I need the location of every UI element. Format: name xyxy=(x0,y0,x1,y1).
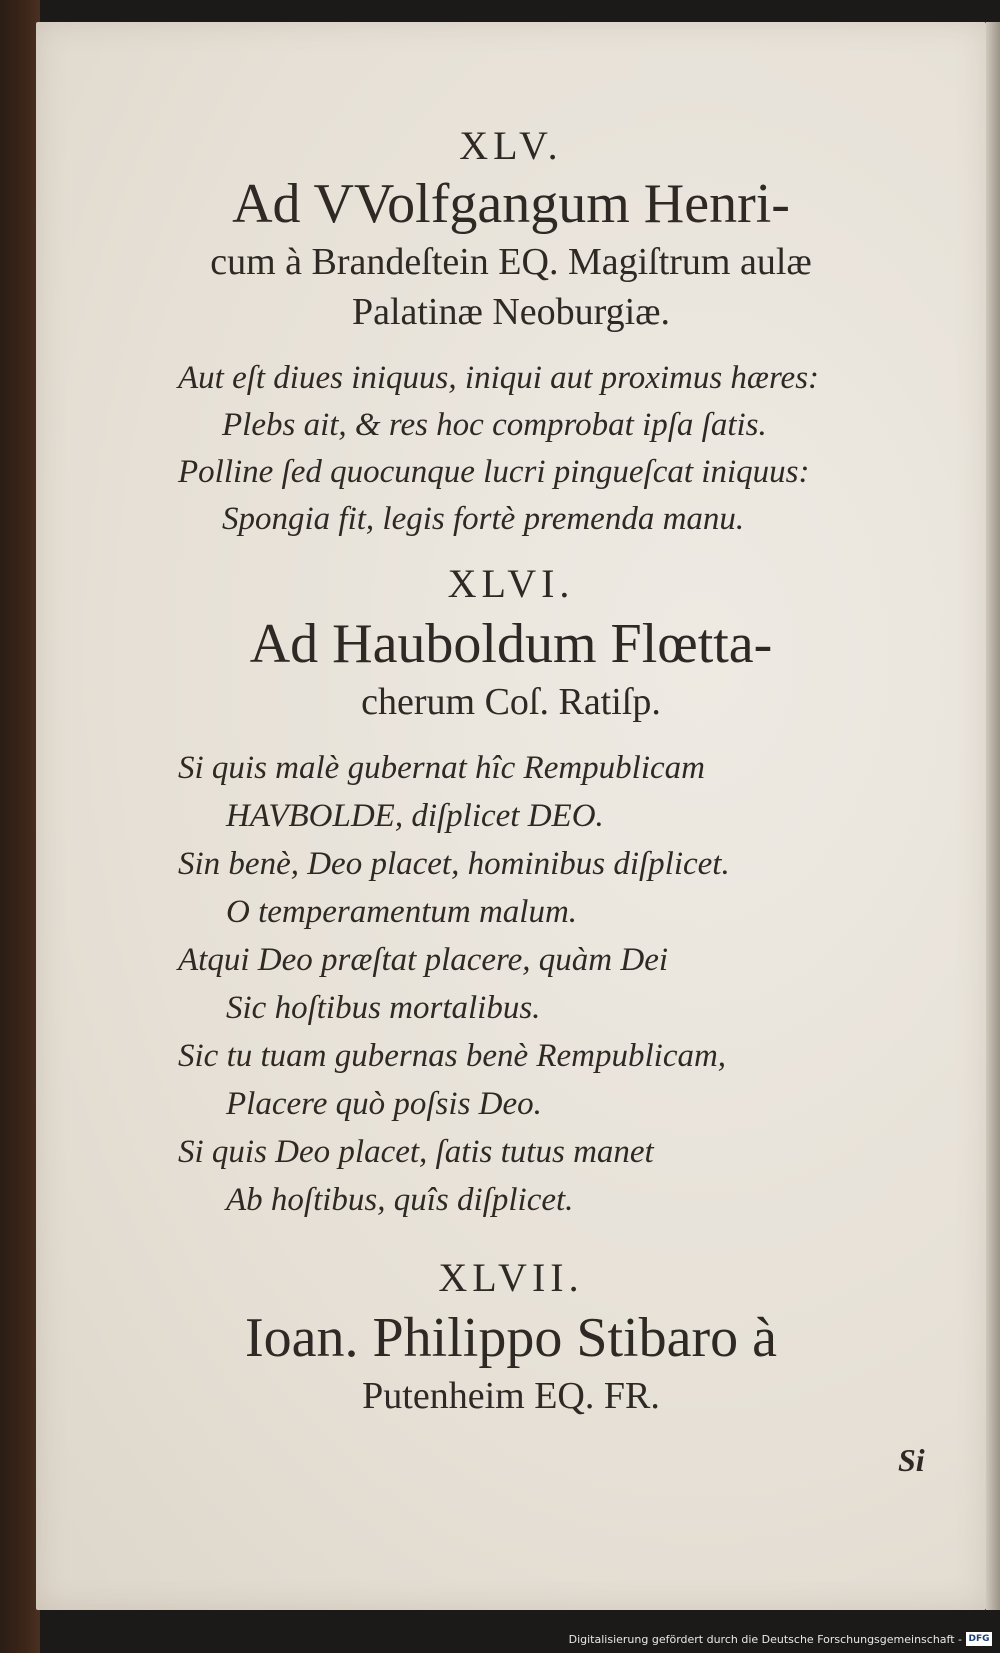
poem-number-46: XLVI. xyxy=(447,561,575,606)
verse-line: Polline ſed quocunque lucri pingueſcat iniquus: xyxy=(178,454,810,490)
verse-line: Placere quò poſsis Deo. xyxy=(226,1086,542,1122)
verse-line: Aut eſt diues iniquus, iniqui aut proximus hæres: xyxy=(178,360,820,396)
verse-line: HAVBOLDE, diſplicet DEO. xyxy=(226,798,604,834)
verse-line: Plebs ait, & res hoc comprobat ipſa ſatis. xyxy=(222,407,767,443)
funding-notice: Digitalisierung gefördert durch die Deutsche Forschungsgemeinschaft - xyxy=(568,1633,962,1646)
verse-line: Sic hoſtibus mortalibus. xyxy=(226,990,541,1026)
poem-heading-46-line-1: Ad Hauboldum Flœtta- xyxy=(249,613,773,675)
verse-line: Ab hoſtibus, quîs diſplicet. xyxy=(226,1182,574,1218)
page-edge xyxy=(986,22,1000,1610)
poem-heading-47-line-2: Putenheim EQ. FR. xyxy=(362,1375,660,1417)
poem-number-47: XLVII. xyxy=(438,1255,584,1300)
verse-line: O temperamentum malum. xyxy=(226,894,578,930)
poem-heading-47-line-1: Ioan. Philippo Stibaro à xyxy=(245,1307,777,1369)
scanned-book-page xyxy=(36,22,986,1610)
poem-heading-45-line-2: cum à Brandeſtein EQ. Magiſtrum aulæ xyxy=(210,241,812,283)
poem-number-45: XLV. xyxy=(459,123,563,168)
poem-heading-46-line-2: cherum Coſ. Ratiſp. xyxy=(361,681,661,723)
verse-line: Sin benè, Deo placet, hominibus diſplicet. xyxy=(178,846,730,882)
verse-line: Atqui Deo præſtat placere, quàm Dei xyxy=(178,942,669,978)
footer-bar xyxy=(0,1624,1000,1653)
dfg-logo: DFG xyxy=(966,1632,992,1646)
catchword: Si xyxy=(898,1442,925,1478)
verse-line: Si quis Deo placet, ſatis tutus manet xyxy=(178,1134,654,1170)
book-spine xyxy=(0,0,40,1653)
poem-heading-45-line-1: Ad VVolfgangum Henri- xyxy=(232,173,790,235)
verse-line: Si quis malè gubernat hîc Rempublicam xyxy=(178,750,706,786)
poem-heading-45-line-3: Palatinæ Neoburgiæ. xyxy=(351,291,671,333)
verse-line: Spongia fit, legis fortè premenda manu. xyxy=(222,501,745,537)
verse-line: Sic tu tuam gubernas benè Rempublicam, xyxy=(178,1038,727,1074)
